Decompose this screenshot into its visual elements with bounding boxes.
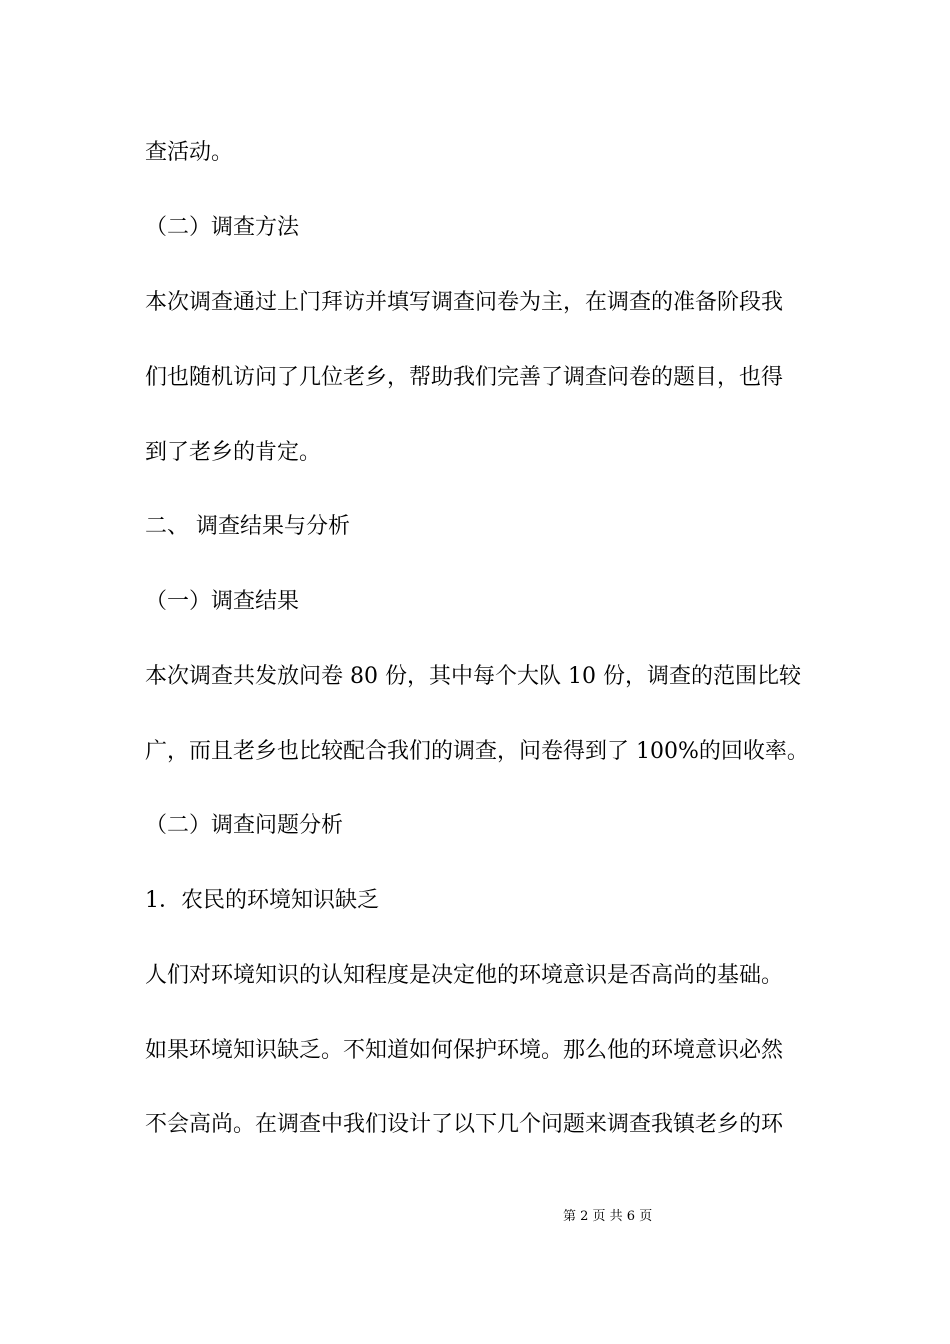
paragraph-line: 到了老乡的肯定。 xyxy=(145,440,322,465)
paragraph-line: 不会高尚。在调查中我们设计了以下几个问题来调查我镇老乡的环 xyxy=(145,1112,784,1137)
subsection-heading: 1．农民的环境知识缺乏 xyxy=(145,888,379,913)
paragraph-line: 本次调查通过上门拜访并填写调查问卷为主，在调查的准备阶段我 xyxy=(145,290,784,315)
section-heading: （二）调查方法 xyxy=(145,215,300,240)
chapter-heading: 二、 调查结果与分析 xyxy=(145,514,350,539)
paragraph-line: 查活动。 xyxy=(145,140,234,165)
paragraph-line: 如果环境知识缺乏。不知道如何保护环境。那么他的环境意识必然 xyxy=(145,1038,784,1063)
section-heading: （一）调查结果 xyxy=(145,589,300,614)
paragraph-line: 本次调查共发放问卷 80 份，其中每个大队 10 份，调查的范围比较 xyxy=(145,664,801,689)
page-number: 第 2 页 共 6 页 xyxy=(563,1209,653,1224)
section-heading: （二）调查问题分析 xyxy=(145,813,344,838)
paragraph-line: 人们对环境知识的认知程度是决定他的环境意识是否高尚的基础。 xyxy=(145,963,784,988)
paragraph-line: 们也随机访问了几位老乡，帮助我们完善了调查问卷的题目，也得 xyxy=(145,365,784,390)
paragraph-line: 广，而且老乡也比较配合我们的调查，问卷得到了 100%的回收率。 xyxy=(145,739,809,764)
